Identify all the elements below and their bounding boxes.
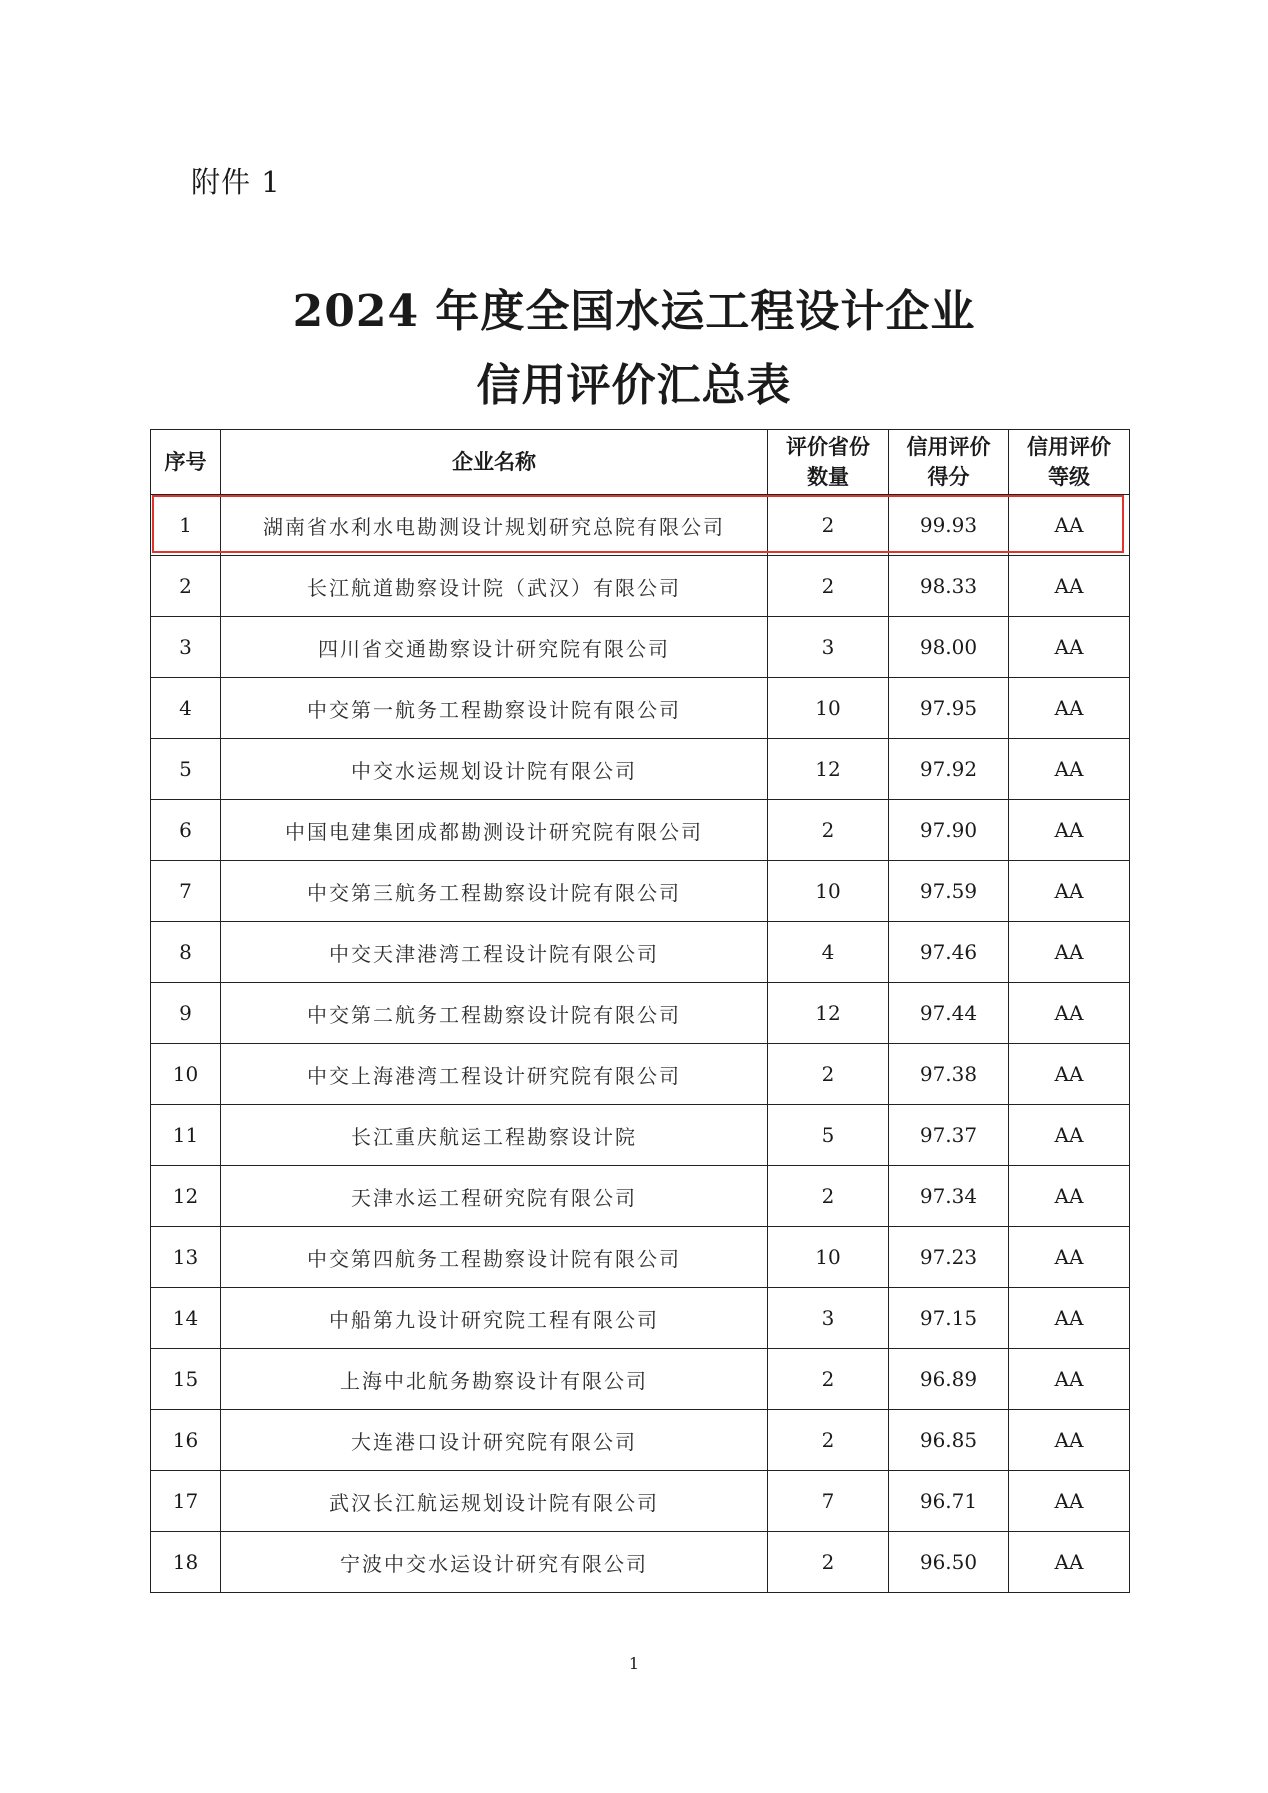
- cell-province-count: 2: [768, 556, 889, 617]
- cell-credit-score: 97.92: [889, 739, 1009, 800]
- table-row: [151, 617, 1130, 678]
- cell-credit-grade: AA: [1009, 1532, 1130, 1593]
- cell-index: 6: [151, 800, 221, 861]
- cell-index: 13: [151, 1227, 221, 1288]
- attachment-label: 附件 1: [191, 165, 281, 199]
- cell-credit-grade: AA: [1009, 800, 1130, 861]
- cell-credit-score: 96.85: [889, 1410, 1009, 1471]
- cell-company-name: 中船第九设计研究院工程有限公司: [221, 1288, 768, 1349]
- header-company-name: 企业名称: [221, 430, 768, 495]
- table-row: [151, 1227, 1130, 1288]
- table-row: [151, 678, 1130, 739]
- table-row: [151, 1044, 1130, 1105]
- table-row: [151, 1471, 1130, 1532]
- cell-credit-score: 97.34: [889, 1166, 1009, 1227]
- cell-credit-score: 96.89: [889, 1349, 1009, 1410]
- credit-summary-table: [150, 429, 1130, 1593]
- cell-index: 9: [151, 983, 221, 1044]
- cell-index: 8: [151, 922, 221, 983]
- cell-credit-grade: AA: [1009, 922, 1130, 983]
- table-row: [151, 1166, 1130, 1227]
- cell-credit-score: 98.00: [889, 617, 1009, 678]
- cell-company-name: 长江重庆航运工程勘察设计院: [221, 1105, 768, 1166]
- cell-company-name: 中交第二航务工程勘察设计院有限公司: [221, 983, 768, 1044]
- cell-index: 14: [151, 1288, 221, 1349]
- cell-province-count: 2: [768, 1349, 889, 1410]
- cell-credit-grade: AA: [1009, 1166, 1130, 1227]
- cell-company-name: 中交上海港湾工程设计研究院有限公司: [221, 1044, 768, 1105]
- cell-credit-grade: AA: [1009, 678, 1130, 739]
- cell-province-count: 3: [768, 1288, 889, 1349]
- cell-province-count: 2: [768, 1166, 889, 1227]
- cell-company-name: 四川省交通勘察设计研究院有限公司: [221, 617, 768, 678]
- cell-province-count: 10: [768, 861, 889, 922]
- document-title-line1: 2024 年度全国水运工程设计企业: [292, 286, 976, 337]
- cell-province-count: 12: [768, 739, 889, 800]
- cell-province-count: 7: [768, 1471, 889, 1532]
- cell-company-name: 中交第四航务工程勘察设计院有限公司: [221, 1227, 768, 1288]
- cell-index: 11: [151, 1105, 221, 1166]
- cell-credit-score: 97.59: [889, 861, 1009, 922]
- cell-credit-score: 97.15: [889, 1288, 1009, 1349]
- cell-credit-grade: AA: [1009, 1105, 1130, 1166]
- table-header-row: [151, 430, 1130, 495]
- cell-company-name: 中交水运规划设计院有限公司: [221, 739, 768, 800]
- cell-province-count: 4: [768, 922, 889, 983]
- cell-company-name: 武汉长江航运规划设计院有限公司: [221, 1471, 768, 1532]
- cell-index: 10: [151, 1044, 221, 1105]
- table-row: [151, 800, 1130, 861]
- cell-company-name: 大连港口设计研究院有限公司: [221, 1410, 768, 1471]
- cell-province-count: 10: [768, 678, 889, 739]
- cell-credit-grade: AA: [1009, 1288, 1130, 1349]
- cell-credit-grade: AA: [1009, 739, 1130, 800]
- cell-province-count: 12: [768, 983, 889, 1044]
- cell-company-name: 中交第三航务工程勘察设计院有限公司: [221, 861, 768, 922]
- cell-company-name: 天津水运工程研究院有限公司: [221, 1166, 768, 1227]
- cell-province-count: 3: [768, 617, 889, 678]
- header-index: 序号: [151, 430, 221, 495]
- header-credit-grade: 信用评价 等级: [1009, 430, 1130, 495]
- cell-index: 15: [151, 1349, 221, 1410]
- cell-credit-score: 97.23: [889, 1227, 1009, 1288]
- cell-company-name: 上海中北航务勘察设计有限公司: [221, 1349, 768, 1410]
- cell-province-count: 2: [768, 800, 889, 861]
- cell-credit-score: 97.38: [889, 1044, 1009, 1105]
- header-province-count: 评价省份 数量: [768, 430, 889, 495]
- cell-company-name: 中交第一航务工程勘察设计院有限公司: [221, 678, 768, 739]
- table-row: [151, 1410, 1130, 1471]
- cell-credit-score: 97.95: [889, 678, 1009, 739]
- cell-credit-score: 96.71: [889, 1471, 1009, 1532]
- cell-credit-grade: AA: [1009, 1410, 1130, 1471]
- cell-index: 5: [151, 739, 221, 800]
- cell-province-count: 10: [768, 1227, 889, 1288]
- cell-credit-score: 97.44: [889, 983, 1009, 1044]
- cell-credit-grade: AA: [1009, 617, 1130, 678]
- table-row: [151, 983, 1130, 1044]
- table-row: [151, 495, 1130, 556]
- cell-credit-score: 97.46: [889, 922, 1009, 983]
- cell-credit-grade: AA: [1009, 1471, 1130, 1532]
- table-row: [151, 1532, 1130, 1593]
- cell-credit-score: 99.93: [889, 495, 1009, 556]
- cell-credit-grade: AA: [1009, 861, 1130, 922]
- header-credit-score: 信用评价 得分: [889, 430, 1009, 495]
- cell-credit-grade: AA: [1009, 495, 1130, 556]
- cell-province-count: 5: [768, 1105, 889, 1166]
- table-row: [151, 861, 1130, 922]
- cell-credit-grade: AA: [1009, 556, 1130, 617]
- cell-index: 4: [151, 678, 221, 739]
- cell-company-name: 中国电建集团成都勘测设计研究院有限公司: [221, 800, 768, 861]
- cell-province-count: 2: [768, 1410, 889, 1471]
- cell-index: 3: [151, 617, 221, 678]
- cell-company-name: 中交天津港湾工程设计院有限公司: [221, 922, 768, 983]
- cell-credit-score: 96.50: [889, 1532, 1009, 1593]
- table-row: [151, 1288, 1130, 1349]
- table-row: [151, 1349, 1130, 1410]
- table-row: [151, 739, 1130, 800]
- cell-index: 12: [151, 1166, 221, 1227]
- table-row: [151, 922, 1130, 983]
- cell-credit-score: 98.33: [889, 556, 1009, 617]
- document-title-line2: 信用评价汇总表: [476, 360, 792, 411]
- cell-credit-grade: AA: [1009, 983, 1130, 1044]
- cell-province-count: 2: [768, 1044, 889, 1105]
- table-row: [151, 556, 1130, 617]
- cell-company-name: 长江航道勘察设计院（武汉）有限公司: [221, 556, 768, 617]
- cell-index: 16: [151, 1410, 221, 1471]
- cell-credit-score: 97.37: [889, 1105, 1009, 1166]
- cell-index: 17: [151, 1471, 221, 1532]
- cell-credit-score: 97.90: [889, 800, 1009, 861]
- cell-index: 1: [151, 495, 221, 556]
- cell-credit-grade: AA: [1009, 1044, 1130, 1105]
- cell-credit-grade: AA: [1009, 1349, 1130, 1410]
- cell-company-name: 宁波中交水运设计研究有限公司: [221, 1532, 768, 1593]
- cell-index: 18: [151, 1532, 221, 1593]
- cell-province-count: 2: [768, 1532, 889, 1593]
- page-number: 1: [628, 1654, 640, 1673]
- cell-index: 7: [151, 861, 221, 922]
- cell-province-count: 2: [768, 495, 889, 556]
- table-row: [151, 1105, 1130, 1166]
- cell-company-name: 湖南省水利水电勘测设计规划研究总院有限公司: [221, 495, 768, 556]
- cell-credit-grade: AA: [1009, 1227, 1130, 1288]
- cell-index: 2: [151, 556, 221, 617]
